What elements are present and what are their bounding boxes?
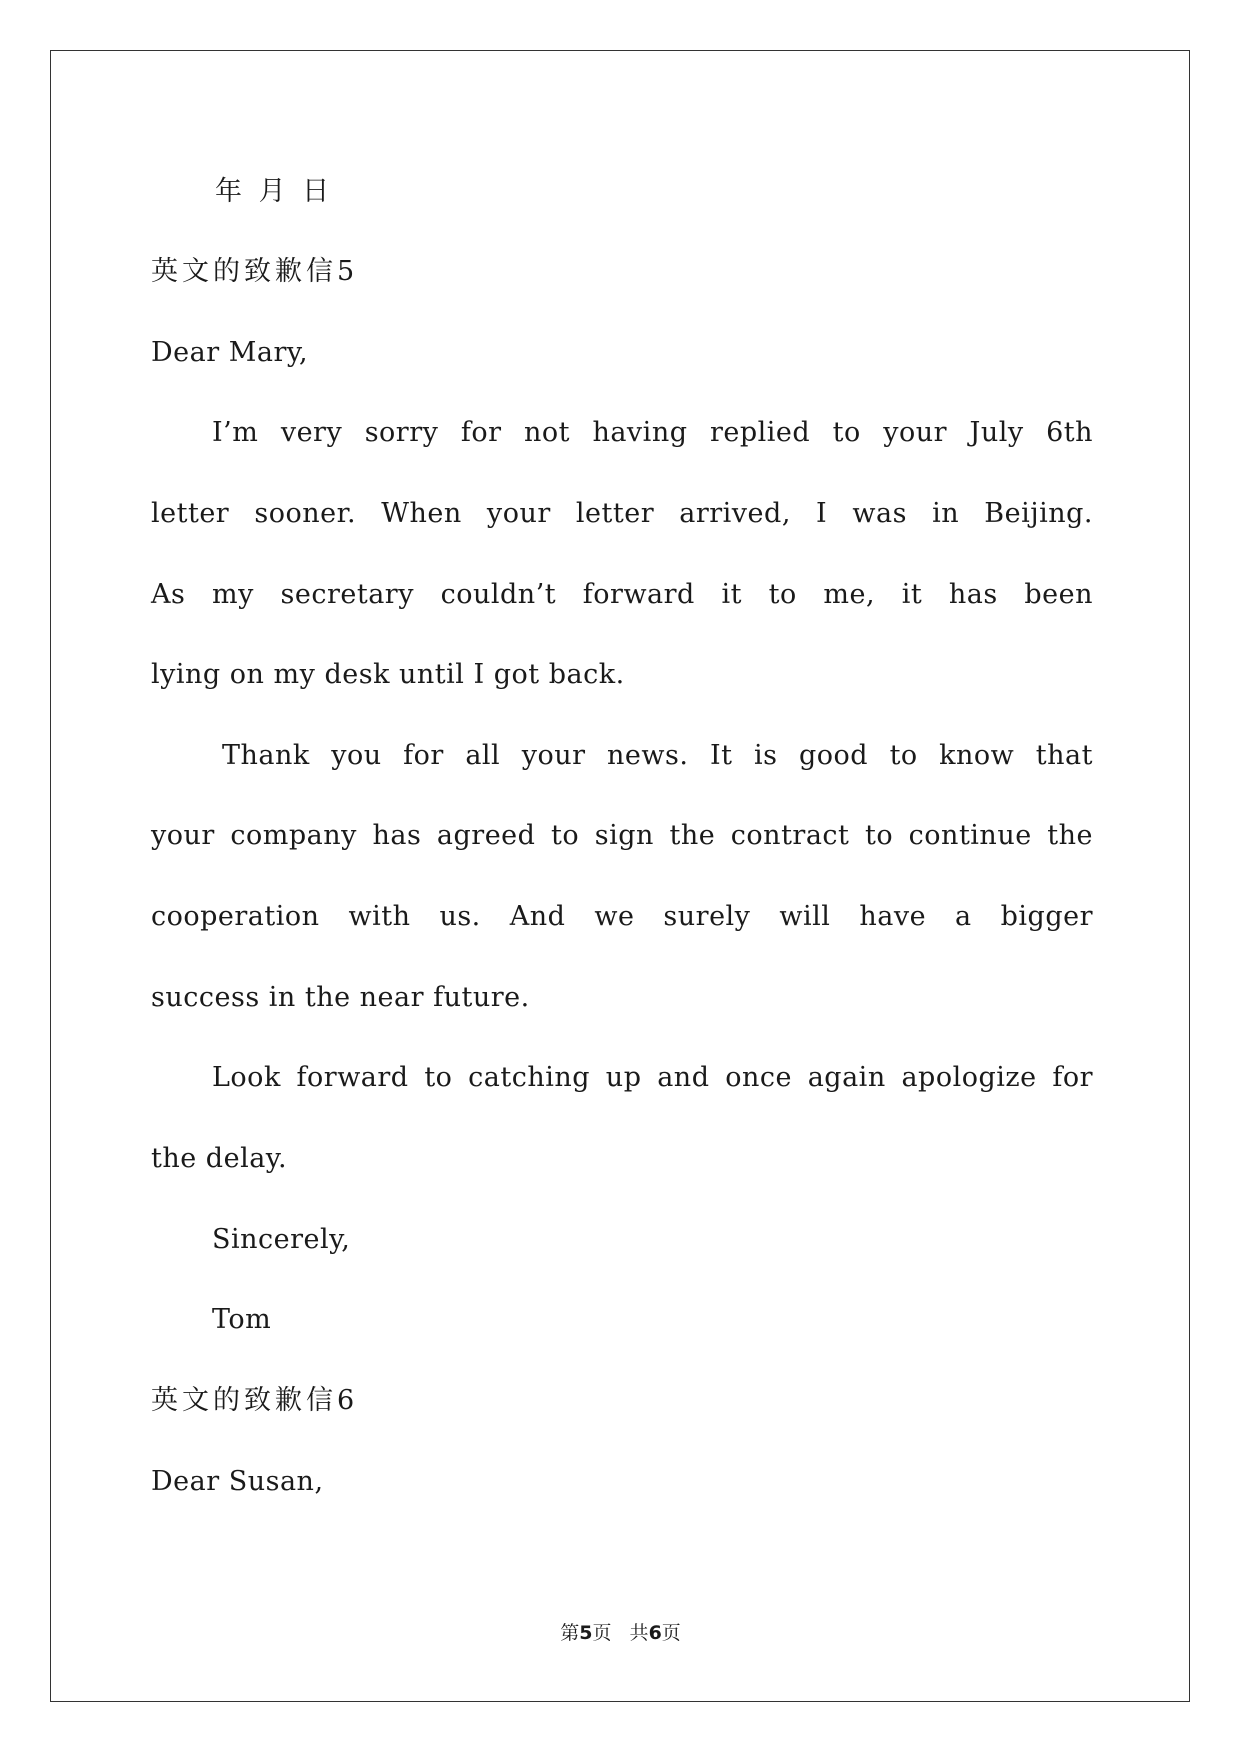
letter-6-heading: 英文的致歉信6	[151, 1385, 359, 1416]
footer-prefix: 第	[560, 1622, 580, 1644]
footer-page-number: 5	[579, 1622, 593, 1644]
salutation-mary: Dear Mary,	[151, 337, 309, 368]
page-footer	[0, 1620, 1241, 1646]
paragraph-line: success in the near future.	[151, 982, 530, 1013]
paragraph-line: Look forward to catching up and once again apologize for	[212, 1062, 1093, 1093]
salutation-susan: Dear Susan,	[151, 1466, 324, 1497]
paragraph-line: Thank you for all your news. It is good to know that	[222, 740, 1093, 771]
footer-suffix: 页	[661, 1622, 681, 1644]
closing-sincerely: Sincerely,	[212, 1224, 351, 1255]
paragraph-line: lying on my desk until I got back.	[151, 659, 625, 690]
paragraph-line: cooperation with us. And we surely will have a bigger	[151, 901, 1093, 932]
letter-5-heading: 英文的致歉信5	[151, 256, 359, 287]
paragraph-line: letter sooner. When your letter arrived, I was in Beijing.	[151, 498, 1093, 529]
paragraph-line: the delay.	[151, 1143, 288, 1174]
signature-name: Tom	[212, 1304, 272, 1335]
paragraph-line: As my secretary couldn’t forward it to me, it has been	[151, 579, 1093, 610]
paragraph-line: I’m very sorry for not having replied to your July 6th	[212, 417, 1093, 448]
footer-total-pages: 6	[648, 1622, 662, 1644]
paragraph-line: your company has agreed to sign the contract to continue the	[151, 820, 1093, 851]
date-line: 年 月 日	[215, 176, 334, 207]
page-frame	[50, 50, 1190, 1702]
footer-mid: 页 共	[592, 1622, 649, 1644]
